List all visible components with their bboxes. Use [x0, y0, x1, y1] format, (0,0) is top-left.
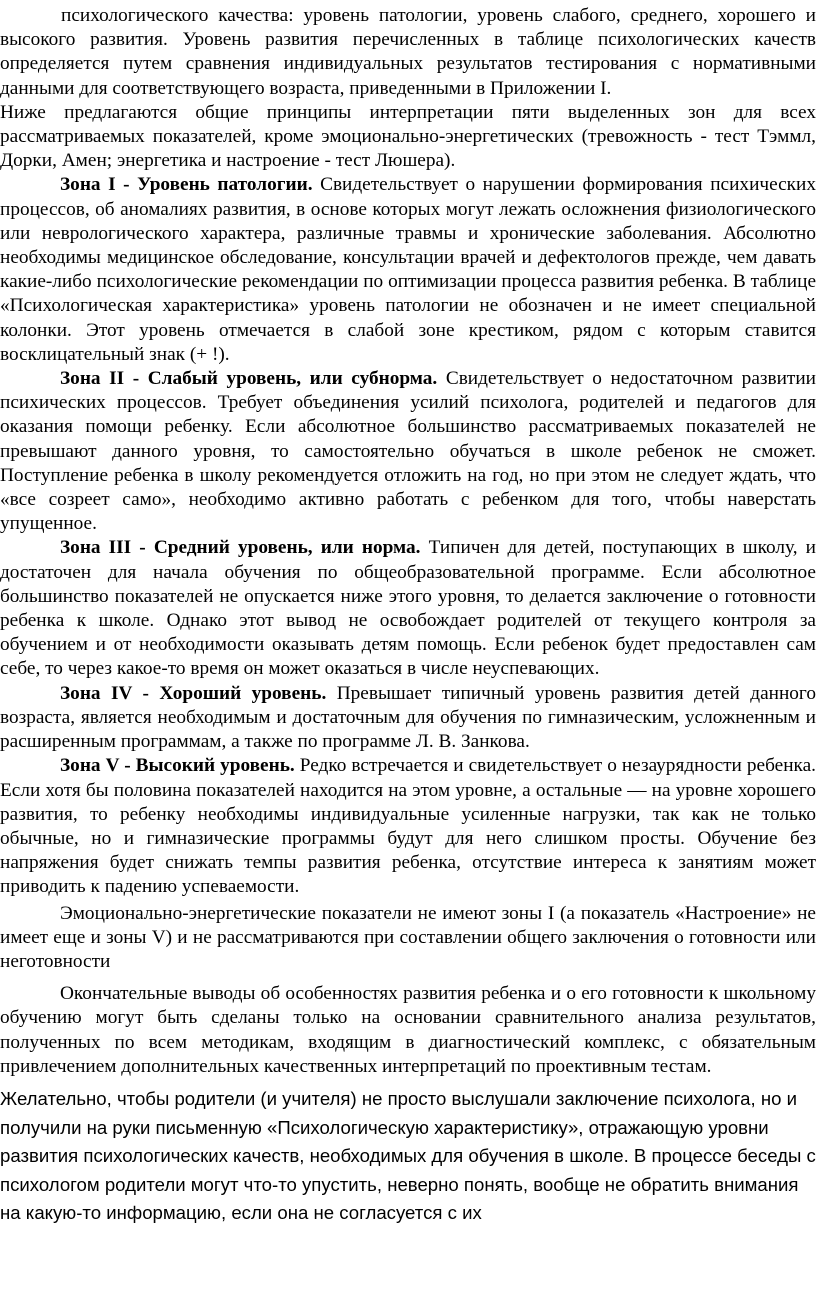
- zone-3-heading: Зона III - Средний уровень, или норма.: [60, 537, 421, 559]
- zone-2-description: Свидетельствует о недостаточном развитии психических процессов. Требует объединения усилий психолога, родителей и педагогов для оказания помощи ребенку. Если абсолютное большинство рассматриваемых показателей не превышают данного уровня, то самостоятельно обучаться в школе ребенок не сможет. Поступление ребенка в школу рекомендуется отложить на год, но при этом не следует ждать, что «все созреет само», необходимо активно работать с ребенком для того, чтобы наверстать упущенное.: [0, 368, 816, 535]
- zone-1-description: Свидетельствует о нарушении формирования психических процессов, об аномалиях развития, в основе которых могут лежать осложнения физиологического или неврологического характера, различные травмы и хронические заболевания. Абсолютно необходимы медицинское обследование, консультации врачей и дефектологов прежде, чем давать какие-либо психологические рекомендации по оптимизации процесса развития ребенка. В таблице «Психологическая характеристика» уровень патологии не обозначен и не имеет специальной колонки. Этот уровень отмечается в слабой зоне крестиком, рядом с которым ставится восклицательный знак (+ !).: [0, 174, 816, 365]
- paragraph-levels-intro: психологического качества: уровень патологии, уровень слабого, среднего, хорошего и высокого развития. Уровень развития перечисленных в таблице психологических качеств определяется путем сравнения индивидуальных результатов тестирования с нормативными данными для соответствующего возраста, приведенными в Приложении I.: [0, 5, 816, 99]
- zone-3-description: Типичен для детей, поступающих в школу, и достаточен для начала обучения по общеобразовательной программе. Если абсолютное большинство показателей не опускается ниже этого уровня, то делается заключение о готовности ребенка к школе. Однако этот вывод не освобождает родителей от текущего контроля за обучением и от необходимости оказывать детям помощь. Если ребенок будет предоставлен сам себе, то через какое-то время он может оказаться в числе неуспевающих.: [0, 537, 816, 680]
- paragraph-zone-1: [0, 173, 816, 367]
- zone-5-description: Редко встречается и свидетельствует о незаурядности ребенка. Если хотя бы половина показателей находится на этом уровне, а остальные — на уровне хорошего развития, то ребенку необходимы индивидуальные усиленные нагрузки, так как не только обычные, но и гимназические программы будут для него слишком просты. Обучение без напряжения будет снижать темпы развития ребенка, отсутствие интереса к занятиям может приводить к падению успеваемости.: [0, 755, 816, 898]
- zone-4-description: Превышает типичный уровень развития детей данного возраста, является необходимым и достаточным для обучения по гимназическим, усложненным и расширенным программам, а также по программе Л. В. Занкова.: [0, 682, 816, 753]
- paragraph-interpretation-principles: Ниже предлагаются общие принципы интерпретации пяти выделенных зон для всех рассматриваемых показателей, кроме эмоционально-энергетических (тревожность - тест Тэммл, Дорки, Амен; энергетика и настроение - тест Люшера).: [0, 101, 816, 172]
- paragraph-emotional-indicators: Эмоционально-энергетические показатели не имеют зоны I (а показатель «Настроение» не имеет еще и зоны V) и не рассматриваются при составлении общего заключения о готовности или неготовности: [0, 902, 816, 972]
- zone-4-heading: Зона IV - Хороший уровень.: [60, 682, 327, 704]
- paragraph-zone-3: [0, 536, 816, 681]
- paragraph-parents-recommendation: Желательно, чтобы родители (и учителя) не просто выслушали заключение психолога, но и получили на руки письменную «Психологическую характеристику», отражающую уровни развития психологических качеств, необходимых для обучения в школе. В процессе беседы с психологом родители могут что-то упустить, неверно понять, вообще не обратить внимания на какую-то информацию, если она не согласуется с их: [0, 1087, 816, 1224]
- zone-1-heading: Зона I - Уровень патологии.: [60, 174, 313, 196]
- zone-2-heading: Зона II - Слабый уровень, или субнорма.: [60, 368, 438, 390]
- paragraph-zone-4: [0, 682, 816, 755]
- paragraph-final-conclusions: Окончательные выводы об особенностях развития ребенка и о его готовности к школьному обучению могут быть сделаны только на основании сравнительного анализа результатов, полученных по всем методикам, входящим в диагностический комплекс, с обязательным привлечением дополнительных качественных интерпретаций по проективным тестам.: [0, 983, 816, 1077]
- paragraph-zone-2: [0, 367, 816, 536]
- zone-5-heading: Зона V - Высокий уровень.: [60, 755, 295, 777]
- paragraph-zone-5: [0, 754, 816, 899]
